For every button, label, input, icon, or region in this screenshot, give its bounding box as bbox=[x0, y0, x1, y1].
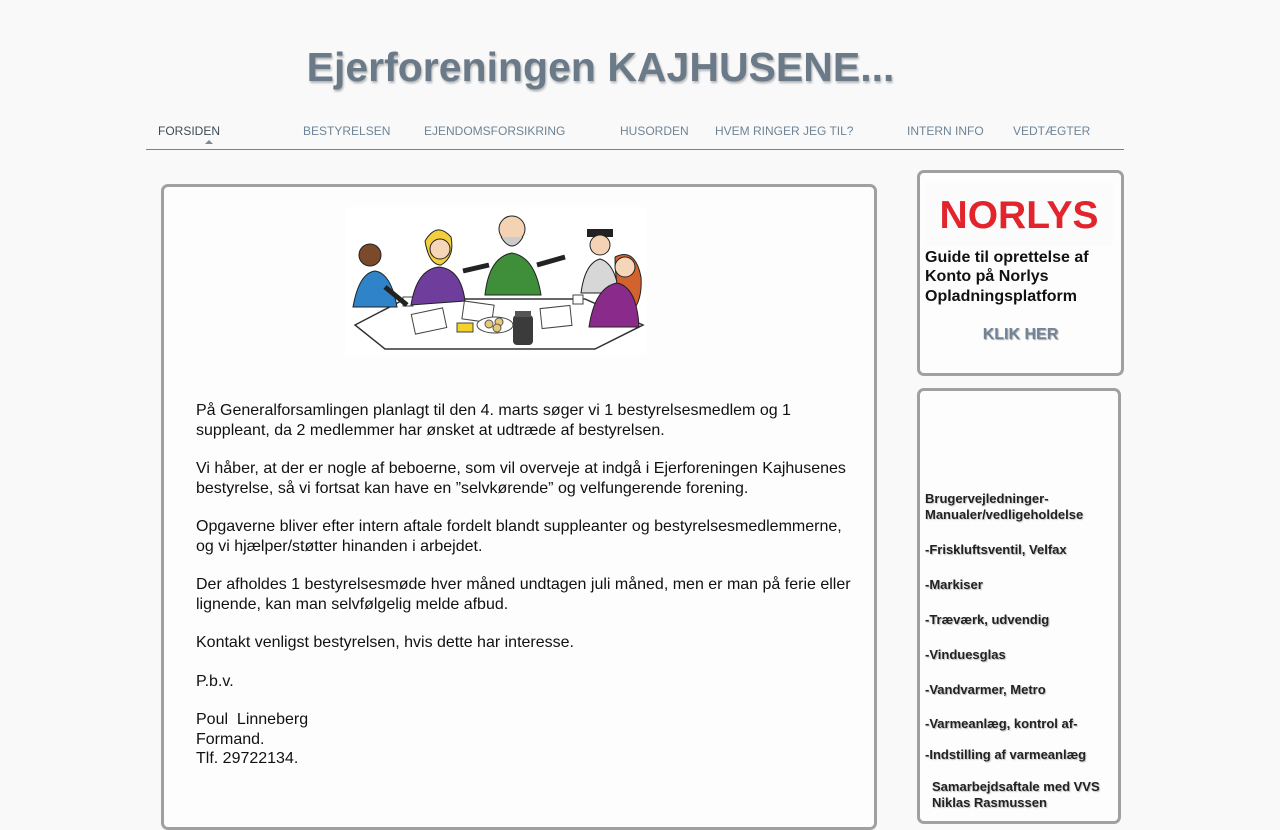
guide-link-traevaerk[interactable]: -Træværk, udvendig bbox=[925, 612, 1050, 627]
klik-her-link[interactable]: KLIK HER bbox=[982, 326, 1059, 343]
guide-link-vinduesglas[interactable]: -Vinduesglas bbox=[925, 647, 1006, 662]
signature-phone: Tlf. 29722134. bbox=[196, 750, 299, 767]
nav-item-ejendomsforsikring[interactable]: EJENDOMSFORSIKRING bbox=[424, 124, 566, 138]
main-text bbox=[196, 401, 856, 769]
guide-link-samarbejdsaftale[interactable]: Samarbejdsaftale med VVS Niklas Rasmussen bbox=[932, 779, 1100, 810]
guide-link-varmeanlaeg-indstilling[interactable]: -Indstilling af varmeanlæg bbox=[925, 747, 1087, 762]
active-caret-icon bbox=[205, 140, 213, 144]
paragraph: Kontakt venligst bestyrelsen, hvis dette har interesse. bbox=[196, 634, 574, 651]
main-nav bbox=[146, 118, 1124, 150]
nav-item-intern-info[interactable]: INTERN INFO bbox=[907, 124, 984, 138]
main-content-box bbox=[161, 184, 877, 830]
norlys-logo-text: NORLYS bbox=[939, 194, 1099, 237]
guide-link-markiser[interactable]: -Markiser bbox=[925, 577, 983, 592]
nav-item-forsiden[interactable]: FORSIDEN bbox=[158, 124, 221, 138]
guide-link-vandvarmer[interactable]: -Vandvarmer, Metro bbox=[925, 682, 1046, 697]
paragraph: På Generalforsamlingen planlagt til den 4. marts søger vi 1 bestyrelsesmedlem og 1 suppleant, da 2 medlemmer har ønsket at udtræde af bestyrelsen. bbox=[196, 402, 791, 439]
guide-link-friskluftsventil[interactable]: -Friskluftsventil, Velfax bbox=[925, 542, 1067, 557]
paragraph: Der afholdes 1 bestyrelsesmøde hver måned undtagen juli måned, men er man på ferie eller lignende, kan man selvfølgelig melde afbud. bbox=[196, 576, 851, 613]
norlys-logo bbox=[925, 183, 1113, 246]
norlys-box bbox=[917, 170, 1124, 376]
site-title: Ejerforeningen KAJHUSENE... bbox=[306, 44, 895, 90]
nav-item-hvem-ringer[interactable]: HVEM RINGER JEG TIL? bbox=[715, 124, 854, 138]
paragraph: Vi håber, at der er nogle af beboerne, som vil overveje at indgå i Ejerforeningen Kajhusenes bestyrelse, så vi fortsat kan have en ”selvkørende” og velfungerende forening. bbox=[196, 460, 846, 497]
norlys-guide-text: Guide til oprettelse af Konto på Norlys Opladningsplatform bbox=[925, 249, 1089, 305]
nav-item-husorden[interactable]: HUSORDEN bbox=[620, 124, 689, 138]
nav-item-bestyrelsen[interactable]: BESTYRELSEN bbox=[303, 124, 391, 138]
paragraph: Opgaverne bliver efter intern aftale fordelt blandt suppleanter og bestyrelsesmedlemmerne, og vi hjælper/støtter hinanden i arbejdet. bbox=[196, 518, 842, 555]
guide-link-varmeanlaeg-kontrol[interactable]: -Varmeanlæg, kontrol af- bbox=[925, 716, 1078, 731]
paragraph: P.b.v. bbox=[196, 672, 234, 690]
guides-heading: Brugervejledninger-Manualer/vedligeholdelse bbox=[925, 491, 1084, 522]
nav-item-vedtaegter[interactable]: VEDTÆGTER bbox=[1013, 124, 1091, 138]
signature-role: Formand. bbox=[196, 730, 265, 748]
signature-name: Poul Linneberg bbox=[196, 711, 309, 728]
meeting-cartoon-image bbox=[345, 207, 646, 355]
guides-box bbox=[917, 388, 1121, 824]
